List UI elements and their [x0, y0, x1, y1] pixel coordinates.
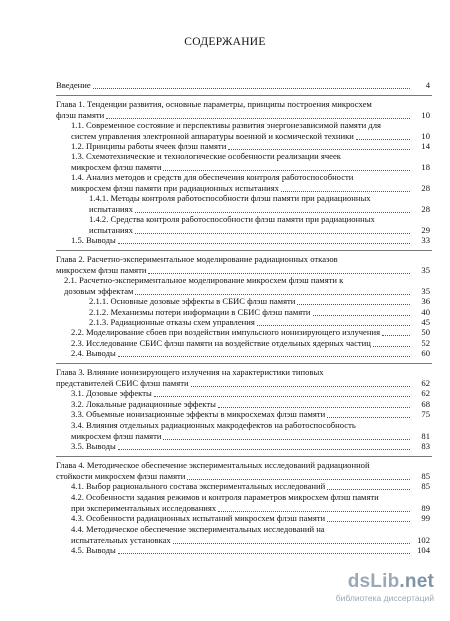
- toc-entry-title: 2.1.2. Механизмы потери информации в СБИС флэш памяти: [89, 307, 311, 317]
- toc-page-number: 60: [421, 348, 430, 358]
- toc-entry-title: Глава 1. Тенденции развития, основные параметры, принципы построения микросхем: [56, 99, 372, 109]
- toc-entry: [56, 367, 406, 389]
- toc-entry-title: 1.3. Схемотехнические и технологические особенности реализации ячеек: [71, 151, 341, 161]
- toc-page-number: 81: [421, 431, 430, 441]
- toc-page-number: 102: [417, 535, 430, 545]
- dot-leader: [163, 170, 410, 171]
- dot-leader: [187, 479, 410, 480]
- dot-leader: [118, 553, 410, 554]
- dot-leader: [118, 449, 410, 450]
- dot-leader: [135, 212, 410, 213]
- toc-entry-title: 2.1.3. Радиационные отказы схем управления: [89, 317, 255, 327]
- toc-page-number: 28: [421, 204, 430, 214]
- dot-leader: [154, 396, 410, 397]
- toc-entry: [71, 120, 406, 142]
- toc-entry-title-continued: микросхем флэш памяти: [71, 431, 162, 441]
- dot-leader: [257, 325, 410, 326]
- dot-leader: [106, 118, 410, 119]
- toc-entry: [71, 327, 406, 338]
- toc-entry-title: 2.4. Выводы: [71, 348, 116, 358]
- toc-entry-title: 2.1. Расчетно-экспериментальное моделирование микросхем флэш памяти к: [64, 275, 344, 285]
- toc-page-number: 68: [421, 399, 430, 409]
- toc-entry-title: Введение: [56, 80, 91, 90]
- dot-leader: [218, 407, 410, 408]
- dot-leader: [118, 243, 410, 244]
- toc-entry: [64, 275, 406, 297]
- toc-page-number: 99: [421, 513, 430, 523]
- toc-page-number: 10: [421, 131, 430, 141]
- toc-page-number: 85: [421, 471, 430, 481]
- toc-entry-title-continued: испытаниях: [89, 225, 133, 235]
- toc-page-number: 89: [421, 503, 430, 513]
- toc-page-number: 62: [421, 378, 430, 388]
- toc-entry: [71, 481, 406, 492]
- toc-entry: [71, 545, 406, 556]
- dot-leader: [191, 386, 410, 387]
- toc-entry-title: 3.5. Выводы: [71, 441, 116, 451]
- site-logo: dsLib.net: [347, 571, 434, 592]
- dot-leader: [118, 356, 410, 357]
- toc-page-number: 35: [421, 286, 430, 296]
- toc-entry-title: Глава 3. Влияние ионизирующего излучения на характеристики типовых: [56, 367, 324, 377]
- dot-leader: [148, 273, 410, 274]
- section-divider: [56, 456, 432, 457]
- toc-page-number: 104: [417, 545, 430, 555]
- toc-page-number: 10: [421, 110, 430, 120]
- dot-leader: [327, 417, 410, 418]
- dot-leader: [163, 439, 410, 440]
- toc-entry-title: 4.5. Выводы: [71, 545, 116, 555]
- toc-entry-title: 1.4.2. Средства контроля работоспособности флэш памяти при радиационных: [89, 214, 375, 224]
- toc-entry-title: 4.3. Особенности радиационных испытаний микросхем флэш памяти: [71, 513, 326, 523]
- toc-page-number: 50: [421, 327, 430, 337]
- dot-leader: [313, 315, 410, 316]
- toc-entry-title: 1.2. Принципы работы ячеек флэш памяти: [71, 141, 227, 151]
- toc-page-number: 36: [421, 296, 430, 306]
- toc-entry-title: 1.5. Выводы: [71, 235, 116, 245]
- toc-page-number: 52: [421, 338, 430, 348]
- toc-entry-title-continued: микросхем флэш памяти: [56, 265, 147, 275]
- toc-entry-title-continued: дозовым эффектам: [64, 286, 134, 296]
- toc-page-number: 33: [421, 235, 430, 245]
- site-tagline: библиотека диссертаций: [335, 593, 434, 603]
- toc-page-number: 18: [421, 162, 430, 172]
- toc-page-number: 4: [425, 80, 430, 90]
- toc-entry-title: 1.4.1. Методы контроля работоспособности флэш памяти при радиационных: [89, 193, 371, 203]
- section-divider: [56, 363, 432, 364]
- toc-entry-title: 4.4. Методическое обеспечение экспериментальных исследований на: [71, 524, 325, 534]
- toc-entry-title-continued: представителей СБИС флэш памяти: [56, 378, 189, 388]
- toc-entry: [71, 151, 406, 173]
- toc-entry-title: 2.2. Моделирование сбоев при воздействии импульсного ионизирующего излучения: [71, 327, 381, 337]
- section-divider: [56, 95, 432, 96]
- toc-entry: [56, 80, 406, 91]
- toc-page-number: 85: [421, 481, 430, 491]
- toc-entry: [89, 296, 406, 307]
- page-title: СОДЕРЖАНИЕ: [184, 36, 266, 48]
- toc-page-number: 28: [421, 183, 430, 193]
- toc-page-number: 14: [421, 141, 430, 151]
- toc-page-number: 45: [421, 317, 430, 327]
- toc-entry-title-continued: микросхем флэш памяти: [71, 162, 162, 172]
- dot-leader: [135, 233, 410, 234]
- dot-leader: [281, 191, 410, 192]
- dot-leader: [228, 149, 410, 150]
- toc-entry: [71, 409, 406, 420]
- toc-entry: [89, 214, 406, 236]
- toc-entry-title: 3.1. Дозовые эффекты: [71, 388, 152, 398]
- dot-leader: [218, 511, 410, 512]
- toc-entry-title-continued: стойкости микросхем флэш памяти: [56, 471, 186, 481]
- dot-leader: [297, 304, 410, 305]
- toc-entry-title-continued: систем управления электронной аппаратуры военной и космической техники: [71, 131, 354, 141]
- toc-entry-title: 1.1. Современное состояние и перспективы развития энергонезависимой памяти для: [71, 120, 381, 130]
- toc-entry-title: 2.1.1. Основные дозовые эффекты в СБИС флэш памяти: [89, 296, 296, 306]
- toc-entry-title-continued: испытательных установках: [71, 535, 171, 545]
- toc-page-number: 62: [421, 388, 430, 398]
- toc-entry-title: 3.2. Локальные радиационные эффекты: [71, 399, 216, 409]
- toc-entry: [56, 460, 406, 482]
- toc-entry: [89, 193, 406, 215]
- dot-leader: [327, 521, 410, 522]
- toc-entry: [71, 492, 406, 514]
- dot-leader: [93, 88, 410, 89]
- toc-entry-title-continued: испытаниях: [89, 204, 133, 214]
- toc-entry-title-continued: микросхем флэш памяти при радиационных испытаниях: [71, 183, 279, 193]
- toc-page-number: 75: [421, 409, 430, 419]
- toc-entry-title-continued: флэш памяти: [56, 110, 105, 120]
- watermark: [314, 571, 434, 607]
- toc-entry-title-continued: при экспериментальных исследованиях: [71, 503, 217, 513]
- toc-page-number: 83: [421, 441, 430, 451]
- toc-entry: [71, 235, 406, 246]
- toc-entry: [71, 524, 406, 546]
- dot-leader: [173, 543, 410, 544]
- dot-leader: [327, 489, 410, 490]
- toc-page-number: 35: [421, 265, 430, 275]
- toc-entry-title: 3.3. Объемные ионизационные эффекты в микросхемах флэш памяти: [71, 409, 326, 419]
- toc-entry: [71, 388, 406, 399]
- toc-page-number: 29: [421, 225, 430, 235]
- toc-entry-title: Глава 4. Методическое обеспечение экспериментальных исследований радиационной: [56, 460, 370, 470]
- toc-entry-title: 1.4. Анализ методов и средств для обеспечения контроля работоспособности: [71, 172, 354, 182]
- toc-entry-title: 2.3. Исследование СБИС флэш памяти на воздействие отдельных ядерных частиц: [71, 338, 371, 348]
- toc-entry: [71, 420, 406, 442]
- toc-entry: [56, 99, 406, 121]
- toc-entry-title: Глава 2. Расчетно-экспериментальное моделирование радиационных отказов: [56, 254, 338, 264]
- toc-entry-title: 4.1. Выбор рационального состава экспериментальных исследований: [71, 481, 326, 491]
- section-divider: [56, 250, 432, 251]
- toc-entry-title: 4.2. Особенности задания режимов и контроля параметров микросхем флэш памяти: [71, 492, 379, 502]
- toc-entry: [71, 513, 406, 524]
- dot-leader: [135, 294, 410, 295]
- toc-entry: [56, 254, 406, 276]
- toc-entry: [71, 441, 406, 452]
- toc-entry-title: 3.4. Влияния отдельных радиационных макродефектов на работоспособность: [71, 420, 356, 430]
- toc-entry: [71, 348, 406, 359]
- toc-page-number: 40: [421, 307, 430, 317]
- toc-entry: [71, 172, 406, 194]
